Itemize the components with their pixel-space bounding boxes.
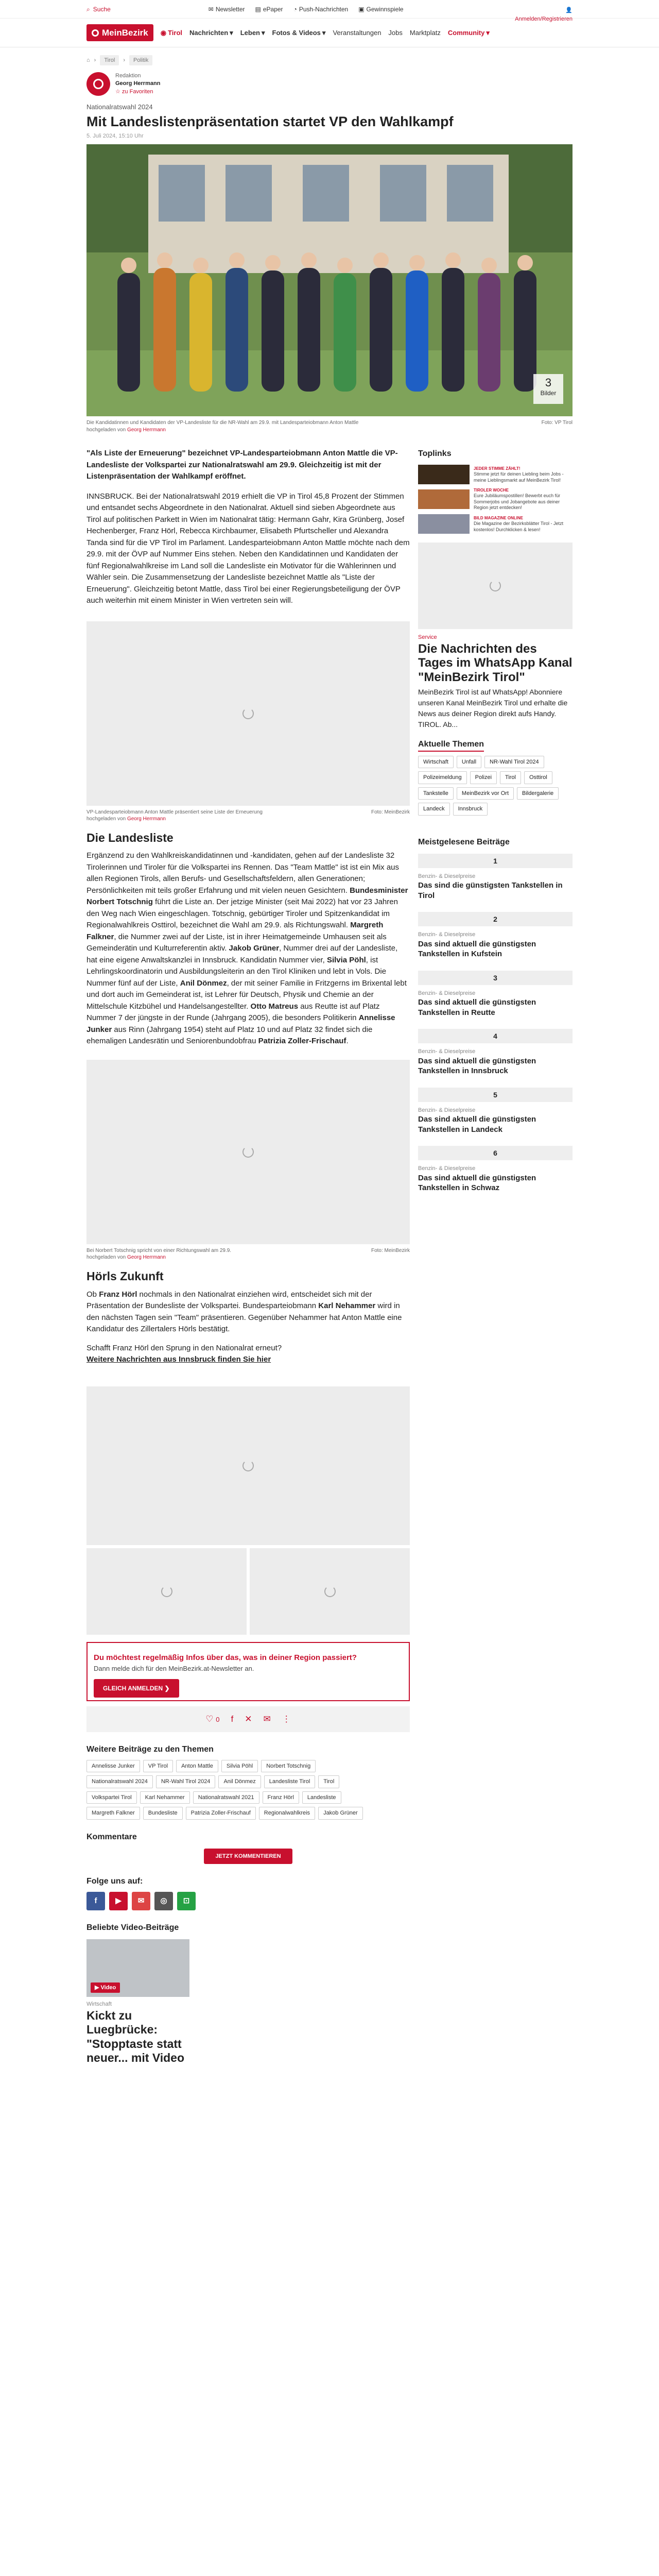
topic-tag[interactable]: Annelisse Junker: [86, 1760, 140, 1773]
nav-item-nachrichten[interactable]: Nachrichten ▾: [189, 28, 233, 38]
topic-tag[interactable]: Franz Hörl: [263, 1791, 299, 1804]
email-share-icon[interactable]: ✉: [263, 1714, 271, 1724]
author-avatar[interactable]: [86, 72, 110, 96]
toplink-thumb: [418, 514, 470, 534]
gallery-count-badge[interactable]: 3 Bilder: [533, 374, 563, 404]
chevron-down-icon: ▾: [262, 28, 265, 37]
newsletter-icon[interactable]: ✉: [132, 1892, 150, 1910]
nav-item-leben[interactable]: Leben ▾: [240, 28, 265, 38]
home-icon[interactable]: ⌂: [86, 57, 90, 63]
breadcrumb-item-politik[interactable]: Politik: [129, 55, 152, 66]
content-wrapper: [86, 52, 573, 2576]
article-paragraph: Schafft Franz Hörl den Sprung in den Nationalrat erneut?: [86, 1343, 282, 1352]
toplink-thumb: [418, 465, 470, 484]
most-read-title: Das sind aktuell die günstigsten Tankstellen in Kufstein: [418, 939, 536, 959]
most-read-title: Das sind aktuell die günstigsten Tankstellen in Schwaz: [418, 1173, 536, 1193]
topic-tag[interactable]: Anton Mattle: [176, 1760, 218, 1773]
sidebar: [418, 448, 573, 1204]
paper-icon: ▤: [255, 5, 261, 13]
site-logo[interactable]: MeinBezirk: [86, 24, 153, 42]
author-meta: Redaktion Georg Herrmann ☆ zu Favoriten: [115, 72, 161, 95]
x-share-icon[interactable]: ✕: [245, 1714, 252, 1724]
tags-heading: Weitere Beiträge zu den Themen: [86, 1744, 214, 1754]
current-topic-tag[interactable]: Tirol: [500, 771, 521, 784]
search-link[interactable]: ⌕ Suche: [86, 5, 111, 13]
toplink-thumb: [418, 489, 470, 509]
topic-tag[interactable]: Jakob Grüner: [318, 1807, 363, 1820]
tag-list: [86, 1760, 375, 1820]
most-read-item[interactable]: 4 Benzin- & Dieselpreise Das sind aktuell die günstigsten Tankstellen in Innsbruck: [418, 1029, 573, 1076]
article-paragraph: Ergänzend zu den Wahlkreiskandidatinnen und -kandidaten, gehen auf der Landesliste 32 Tirolerinnen und Tiroler für die Volkspartei ins Rennen. Das "Team Mattle" ist ist ein Mix aus allen Regionen Tirols, allen Berufs- und Gesellschaftsfeldern, allen Generationen; Persönlichkeiten mit teils großer Erfahrung und mit vielen neuen Gesichtern. Bundesminister Norbert Totschnig führt die Liste an. Der jetzige Minister (seit Mai 2022) hat vor 23 Jahren den Weg nach Wien eingeschlagen. Totschnig, gebürtiger Tiroler und Spitzenkandidat im Regionalwahlkreis Osttirol, bezeichnet die Wahl am 29.9. als Richtungswahl. Margreth Falkner, die Nummer zwei auf der Liste, ist in ihrer Heimatgemeinde Umhausen seit als Gemeinderätin und Kulturreferentin aktiv. Jakob Grüner, Nummer drei auf der Landesliste, hat eine eigene Anwaltskanzlei in Innsbruck. Kandidatin Nummer vier, Silvia Pöhl, ist Lehrlingskoordinatorin und Ausbildungsleiterin an den Tirol Kliniken und lebt in Vols. Die Nummer fünf auf der Liste, Anil Dönmez, der mit seiner Familie in Fritzgerns im Brixental lebt und dort auch im Gemeinderat ist, ist Lehrer für Deutsch, Physik und Chemie an der Mittelschule Kitzbühel und Handelsangestellter. Otto Matreus aus Reutte ist auf Platz Nummer 7 der jüngste in der Runde (Jahrgang 2005), die besonders Politikerin Annelisse Junker aus Rinn (Jahrgang 1954) steht auf Platz 10 und auf Platz 32 findet sich die ehemaligen Landesrätin und Seniorenbundobfrau Patrizia Zoller-Frischauf.: [86, 851, 408, 1046]
epaper-link[interactable]: ▤ ePaper: [255, 5, 283, 13]
topic-tag[interactable]: Silvia Pöhl: [221, 1760, 258, 1773]
topics-list: [418, 756, 573, 816]
topic-tag[interactable]: Anil Dönmez: [218, 1775, 261, 1788]
gallery-thumb[interactable]: [250, 1548, 410, 1635]
hero-photo-illustration: [86, 144, 573, 416]
like-button[interactable]: ♡ 0: [205, 1714, 220, 1724]
breadcrumb-item-tirol[interactable]: Tirol: [100, 55, 119, 66]
loading-spinner-icon: [490, 580, 501, 591]
whatsapp-teaser-image[interactable]: [418, 543, 573, 629]
loading-spinner-icon: [242, 1146, 254, 1158]
rank-number: 3: [418, 971, 573, 985]
push-link[interactable]: ◔ Push-Nachrichten: [293, 5, 349, 13]
hero-caption: Die Kandidatinnen und Kandidaten der VP-Landesliste für die NR-Wahl am 29.9. mit Landesparteiobmann Anton Mattle hochgeladen von Georg Herrmann Foto: VP Tirol: [86, 420, 573, 433]
toplink-item[interactable]: BILD MAGAZINE ONLINE Die Magazine der Bezirksblätter Tirol - Jetzt kostenlos! Durchklicken & lesen!: [418, 514, 573, 534]
author-name[interactable]: Georg Herrmann: [115, 80, 161, 87]
nav-item-marktplatz[interactable]: Marktplatz: [409, 28, 441, 37]
logo-ring-icon: [92, 29, 99, 37]
follow-heading: Folge uns auf:: [86, 1877, 143, 1886]
current-topic-tag[interactable]: Polizei: [470, 771, 497, 784]
topic-tag[interactable]: VP Tirol: [143, 1760, 173, 1773]
article-paragraph: INNSBRUCK. Bei der Nationalratswahl 2019 erhielt die VP in Tirol 45,8 Prozent der Stimmen und entsandet sechs Abgeordnete in den Nationalrat. Aktuell sind sieben Abgeordnete aus Tirol auf politischen Parkett in Wien im Nationalrat tätig: Hermann Gahr, Kira Grünberg, Josef Hechenberger, Franz Hörl, Rebecca Kirchbaumer, Elisabeth Pfurtscheller und Alexandra Tanda sind für die VP Tirol im Parlament. Landesparteiobmann Anton Mattle möchte nach dem 29.9. mit der ÖVP auf Nummer Eins stehen. Neben den Kandidatinnen und Kandidaten der fünf Regionalwahlkreise im Land soll die Landesliste ein Motivator für die Wählerinnen und Wähler sein. Die Zusammensetzung der Landesliste bezeichnet Mattle als "Liste der Erneuerung". Gleichzeitig betont Mattle, dass Tirol bei einer Regierungsbeteiligung der ÖVP auch weiterhin mit einem Minister in Wien vertreten sein will.: [86, 492, 410, 605]
breadcrumb-sep: ›: [123, 57, 125, 63]
most-read-heading: Meistgelesene Beiträge: [418, 837, 510, 846]
most-read-title: Das sind aktuell die günstigsten Tankstellen in Landeck: [418, 1115, 536, 1134]
current-topic-tag[interactable]: NR-Wahl Tirol 2024: [484, 756, 544, 769]
most-read-title: Das sind die günstigsten Tankstellen in Tirol: [418, 881, 563, 900]
section-heading-hoerl: Hörls Zukunft: [86, 1269, 164, 1283]
nav-item-jobs[interactable]: Jobs: [388, 28, 403, 37]
hero-image[interactable]: [86, 144, 573, 416]
share-bar: [86, 1706, 410, 1732]
rank-number: 6: [418, 1146, 573, 1160]
utility-links: [209, 5, 404, 14]
video-thumbnail: [86, 1939, 189, 1997]
facebook-share-icon[interactable]: f: [231, 1714, 234, 1724]
topic-tag[interactable]: Volkspartei Tirol: [86, 1791, 137, 1804]
breadcrumb: [86, 52, 573, 69]
topic-tag[interactable]: Tirol: [318, 1775, 339, 1788]
video-badge: ▶ Video: [91, 1982, 120, 1993]
article-body: [86, 448, 410, 2065]
topic-tag[interactable]: Bundesliste: [143, 1807, 183, 1820]
toplinks-heading: Toplinks: [418, 449, 452, 459]
uploader-link[interactable]: Georg Herrmann: [127, 1255, 166, 1261]
author-box: [86, 69, 573, 99]
article-lead: "Als Liste der Erneuerung" bezeichnet VP-Landesparteiobmann Anton Mattle die VP-Landesliste der Volkspartei zur Nationalratswahl am 29.9. Gleichzeitig ist mit der Listenpräsentation der Wahlkampf eröffnet.: [86, 449, 398, 481]
current-topic-tag[interactable]: Osttirol: [524, 771, 552, 784]
topic-tag[interactable]: Nationalratswahl 2021: [193, 1791, 259, 1804]
toplink-item[interactable]: JEDER STIMME ZÄHLT! Stimme jetzt für deinen Liebling beim Jobs - meine Lieblingsmarkt auf MeinBezirk Tirol!: [418, 464, 573, 485]
topic-tag[interactable]: Patrizia Zoller-Frischauf: [186, 1807, 256, 1820]
chevron-down-icon: ▾: [486, 28, 490, 37]
current-topic-tag[interactable]: Landeck: [418, 803, 450, 816]
chevron-down-icon: ▾: [230, 28, 233, 37]
loading-spinner-icon: [242, 708, 254, 719]
instagram-icon[interactable]: ◎: [154, 1892, 173, 1910]
topic-tag[interactable]: Margreth Falkner: [86, 1807, 140, 1820]
rank-number: 1: [418, 854, 573, 868]
article-title: Mit Landeslistenpräsentation startet VP den Wahlkampf: [86, 113, 454, 129]
gallery-thumb[interactable]: [86, 1548, 247, 1635]
newsletter-link[interactable]: ✉ Newsletter: [208, 5, 245, 13]
topic-tag[interactable]: NR-Wahl Tirol 2024: [156, 1775, 216, 1788]
loading-spinner-icon: [161, 1586, 172, 1597]
nav-item-veranstaltungen[interactable]: Veranstaltungen: [333, 28, 381, 37]
loading-spinner-icon: [324, 1586, 336, 1597]
user-icon: 👤: [565, 7, 573, 13]
video-card[interactable]: ▶ Video Wirtschaft Kickt zu Luegbrücke: "Stopptaste statt neuer... mit Video: [86, 1939, 189, 2065]
uploader-link[interactable]: Georg Herrmann: [127, 816, 166, 822]
toplink-item[interactable]: TIROLER WOCHE Eure Jubiläumspostillen! Bewerbt euch für Sommerjobs und Jobangebote aus deiner Region jetzt entdecken!: [418, 489, 573, 510]
nav-item-community[interactable]: Community ▾: [448, 28, 490, 38]
most-read-item[interactable]: 2 Benzin- & Dieselpreise Das sind aktuell die günstigsten Tankstellen in Kufstein: [418, 912, 573, 959]
topic-tag[interactable]: Karl Nehammer: [140, 1791, 190, 1804]
comments-area: [86, 1843, 410, 1865]
section-heading-landesliste: Die Landesliste: [86, 831, 174, 844]
topics-heading: Aktuelle Themen: [418, 738, 484, 752]
most-read-item[interactable]: 6 Benzin- & Dieselpreise Das sind aktuell die günstigsten Tankstellen in Schwaz: [418, 1146, 573, 1193]
topic-tag[interactable]: Landesliste: [302, 1791, 341, 1804]
current-topic-tag[interactable]: Tankstelle: [418, 787, 454, 800]
youtube-icon[interactable]: ▶: [109, 1892, 128, 1910]
search-icon: ⌕: [86, 5, 90, 13]
more-news-link[interactable]: Weitere Nachrichten aus Innsbruck finden Sie hier: [86, 1355, 271, 1364]
hero-uploader-link[interactable]: Georg Herrmann: [127, 427, 166, 433]
topic-tag[interactable]: Norbert Totschnig: [261, 1760, 316, 1773]
follow-author-button[interactable]: ☆ zu Favoriten: [115, 88, 153, 95]
most-read-item[interactable]: 1 Benzin- & Dieselpreise Das sind die günstigsten Tankstellen in Tirol: [418, 854, 573, 901]
whatsapp-icon[interactable]: ⊡: [177, 1892, 196, 1910]
most-read-list: [418, 854, 573, 1193]
loading-spinner-icon: [242, 1460, 254, 1471]
article-date: 5. Juli 2024, 15:10 Uhr: [86, 132, 144, 139]
article-kicker: Nationalratswahl 2024: [86, 103, 153, 111]
current-topic-tag[interactable]: Bildergalerie: [517, 787, 559, 800]
rank-number: 2: [418, 912, 573, 926]
region-selector[interactable]: ◉ Tirol: [161, 28, 182, 38]
most-read-item[interactable]: 5 Benzin- & Dieselpreise Das sind aktuell die günstigsten Tankstellen in Landeck: [418, 1088, 573, 1135]
bell-icon: ◔: [293, 5, 297, 13]
social-buttons: [86, 1892, 410, 1910]
topic-tag[interactable]: Regionalwahlkreis: [259, 1807, 315, 1820]
most-read-title: Das sind aktuell die günstigsten Tankstellen in Innsbruck: [418, 1056, 536, 1076]
article-image-2[interactable]: [86, 621, 410, 806]
image-3-caption: Bei Norbert Totschnig spricht von einer Richtungswahl am 29.9. hochgeladen von Georg Herrmann Foto: MeinBezirk: [86, 1247, 410, 1261]
breadcrumb-sep: ›: [94, 57, 96, 63]
topic-tag[interactable]: Nationalratswahl 2024: [86, 1775, 153, 1788]
mail-icon: ✉: [208, 5, 214, 13]
videos-heading: Beliebte Video-Beiträge: [86, 1923, 179, 1933]
gift-icon: ▣: [358, 5, 365, 13]
facebook-icon[interactable]: f: [86, 1892, 105, 1910]
article-columns: [86, 448, 573, 2576]
utility-bar: [0, 0, 659, 22]
newsletter-signup-button[interactable]: GLEICH ANMELDEN ❯: [94, 1679, 179, 1698]
rank-number: 4: [418, 1029, 573, 1043]
nav-item-fotos[interactable]: Fotos & Videos ▾: [272, 28, 326, 38]
current-topic-tag[interactable]: Innsbruck: [453, 803, 488, 816]
current-topic-tag[interactable]: MeinBezirk vor Ort: [457, 787, 514, 800]
comment-button[interactable]: JETZT KOMMENTIEREN: [204, 1849, 292, 1865]
gewinnspiele-link[interactable]: ▣ Gewinnspiele: [358, 5, 404, 13]
most-read-title: Das sind aktuell die günstigsten Tankstellen in Reutte: [418, 998, 536, 1017]
login-link[interactable]: 👤 Anmelden/Registrieren: [515, 7, 573, 22]
gallery-thumbs: [86, 1548, 410, 1635]
rank-number: 5: [418, 1088, 573, 1102]
current-topic-tag[interactable]: Wirtschaft: [418, 756, 454, 769]
more-options-icon[interactable]: ⋮: [282, 1714, 291, 1724]
article-image-3[interactable]: [86, 1060, 410, 1244]
gallery-main-image[interactable]: [86, 1386, 410, 1545]
whatsapp-teaser[interactable]: Service Die Nachrichten des Tages im WhatsApp Kanal "MeinBezirk Tirol" MeinBezirk Tirol ist auf WhatsApp! Abonniere unseren Kanal MeinBezirk Tirol und erhalte die News aus deiner Region direkt aufs Handy. TIROL. Ab...: [418, 634, 573, 728]
current-topic-tag[interactable]: Unfall: [457, 756, 481, 769]
comments-heading: Kommentare: [86, 1832, 137, 1841]
image-2-caption: VP-Landesparteiobmann Anton Mattle präsentiert seine Liste der Erneuerung hochgeladen von Georg Herrmann Foto: MeinBezirk: [86, 809, 410, 822]
chevron-down-icon: ▾: [322, 28, 326, 37]
video-title: Kickt zu Luegbrücke: "Stopptaste statt neuer... mit Video: [86, 2008, 185, 2065]
current-topic-tag[interactable]: Polizeimeldung: [418, 771, 467, 784]
most-read-item[interactable]: 3 Benzin- & Dieselpreise Das sind aktuell die günstigsten Tankstellen in Reutte: [418, 971, 573, 1018]
article-paragraph: Ob Franz Hörl nochmals in den Nationalrat einziehen wird, entscheidet sich mit der Präsentation der Bundesliste der Volkspartei. Bundesparteiobmann Karl Nehammer wird in den nächsten Tagen sein "Team" präsentieren. Gegenüber Nehammer hat Anton Mattle eine Kandidatur des Zillertalers Hörls bestätigt.: [86, 1290, 402, 1334]
topic-tag[interactable]: Landesliste Tirol: [264, 1775, 316, 1788]
location-icon: ◉: [160, 28, 167, 37]
newsletter-box: Du möchtest regelmäßig Infos über das, was in deiner Region passiert? Dann melde dich für den MeinBezirk.at-Newsletter an. GLEICH ANMELDEN ❯: [86, 1642, 410, 1701]
